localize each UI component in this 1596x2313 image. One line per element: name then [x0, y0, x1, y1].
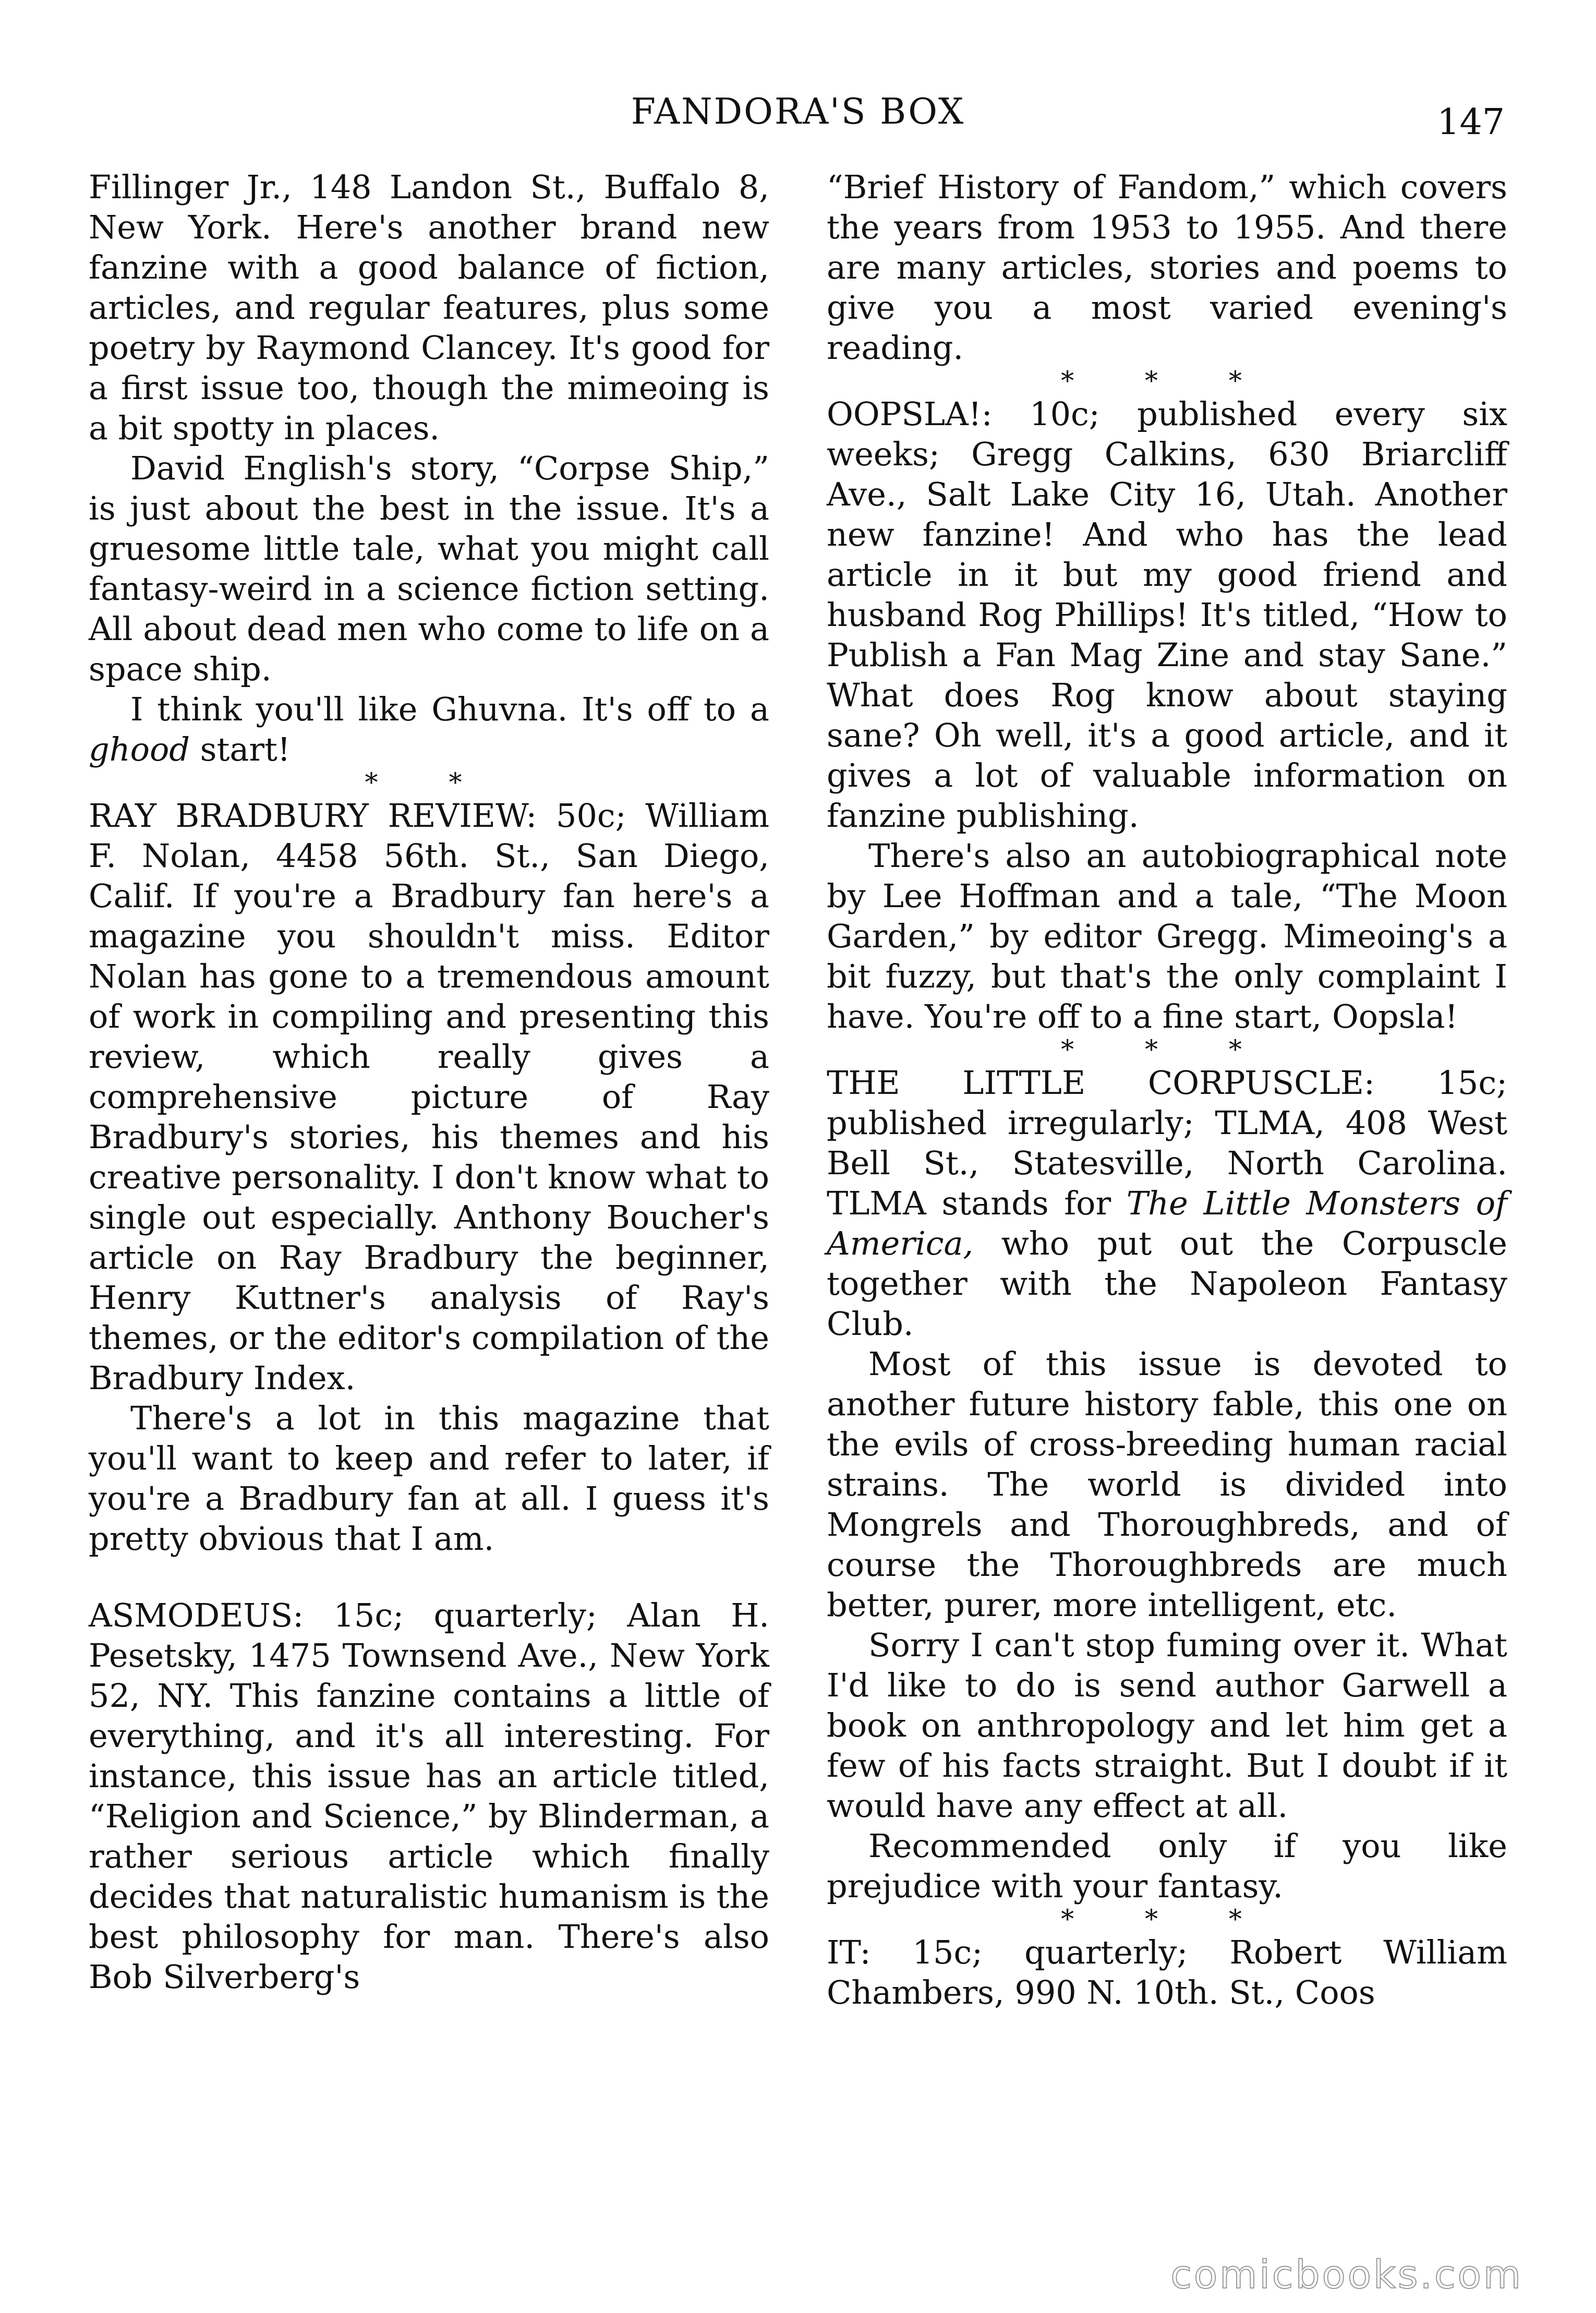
- paragraph: Sorry I can't stop fuming over it. What I'd like to do is send author Garwell a book on anthropology and let him get a few of his facts straight. But I doubt if it would have any effect at all.: [827, 1626, 1507, 1825]
- page-number: 147: [1437, 102, 1505, 143]
- paragraph: “Brief History of Fandom,” which covers the years from 1953 to 1955. And there are many articles, stories and poems to give you a most varied evening's reading.: [827, 168, 1507, 367]
- paragraph: OOPSLA!: 10c; published every six weeks; Gregg Calkins, 630 Briarcliff Ave., Salt Lake City 16, Utah. Another new fanzine! And who has the lead article in it but my good friend and husband Rog Phillips! It's titled, “How to Publish a Fan Mag Zine and stay Sane.” What does Rog know about staying sane? Oh well, it's a good article, and it gives a lot of valuable information on fanzine publishing.: [827, 395, 1507, 835]
- paragraph: [89, 689, 769, 769]
- paragraph: Recommended only if you like prejudice with your fantasy.: [827, 1827, 1507, 1905]
- paragraph: [827, 1063, 1507, 1344]
- paragraph: There's also an autobiographical note by Lee Hoffman and a tale, “The Moon Garden,” by editor Gregg. Mimeoing's a bit fuzzy, but that's the only complaint I have. You're off to a fine start, Oopsla!: [827, 837, 1507, 1035]
- text-run: start!: [189, 730, 291, 768]
- left-column: [89, 167, 769, 1997]
- paragraph: David English's story, “Corpse Ship,” is just about the best in the issue. It's a gruesome little tale, what you might call fantasy-weird in a science fiction setting. All about dead men who come to life on a space ship.: [89, 449, 769, 688]
- watermark: comicbooks.com: [1170, 2252, 1523, 2297]
- text-run: who put out the Corpuscle together with the Napoleon Fantasy Club.: [827, 1224, 1507, 1343]
- paragraph: RAY BRADBURY REVIEW: 50c; William F. Nolan, 4458 56th. St., San Diego, Calif. If you're a Bradbury fan here's a magazine you shouldn't miss. Editor Nolan has gone to a tremendous amount of work in compiling and presenting this review, which really gives a comprehensive picture of Ray Bradbury's stories, his themes and his creative personality. I don't know what to single out especially. Anthony Boucher's article on Ray Bradbury the beginner, Henry Kuttner's analysis of Ray's themes, or the editor's compilation of the Bradbury Index.: [89, 797, 769, 1397]
- paragraph: Fillinger Jr., 148 Landon St., Buffalo 8, New York. Here's another brand new fanzine with a good balance of fiction, articles, and regular features, plus some poetry by Raymond Clancey. It's good for a first issue too, though the mimeoing is a bit spotty in places.: [89, 168, 769, 447]
- paragraph: IT: 15c; quarterly; Robert William Chambers, 990 N. 10th. St., Coos: [827, 1933, 1507, 2011]
- section-separator: * * *: [1061, 366, 1273, 396]
- paragraph: ASMODEUS: 15c; quarterly; Alan H. Pesetsky, 1475 Townsend Ave., New York 52, NY. This fanzine contains a little of everything, and it's all interesting. For instance, this issue has an article titled, “Religion and Science,” by Blinderman, a rather serious article which finally decides that naturalistic humanism is the best philosophy for man. There's also Bob Silverberg's: [89, 1596, 769, 1996]
- paragraph: There's a lot in this magazine that you'll want to keep and refer to later, if you're a Bradbury fan at all. I guess it's pretty obvious that I am.: [89, 1399, 769, 1558]
- section-separator: * * *: [1061, 1034, 1273, 1065]
- section-separator: * *: [365, 767, 493, 798]
- text-run: THE LITTLE CORPUSCLE: 15c; published irregularly; TLMA, 408 West Bell St., Statesville, North Carolina. TLMA stands for: [827, 1064, 1507, 1222]
- text-run: I think you'll like Ghuvna. It's off to a: [130, 690, 769, 728]
- italic-text: ghood: [89, 730, 190, 768]
- spacer: [89, 1559, 769, 1595]
- right-column: [827, 167, 1507, 2013]
- section-separator: * * *: [1061, 1904, 1273, 1934]
- italic-text: The Little Monsters of America,: [827, 1184, 1507, 1262]
- paragraph: Most of this issue is devoted to another future history fable, this one on the evils of cross-breeding human racial strains. The world is divided into Mongrels and Thoroughbreds, and of course the Thoroughbreds are much better, purer, more intelligent, etc.: [827, 1345, 1507, 1624]
- running-head: FANDORA'S BOX: [631, 91, 965, 132]
